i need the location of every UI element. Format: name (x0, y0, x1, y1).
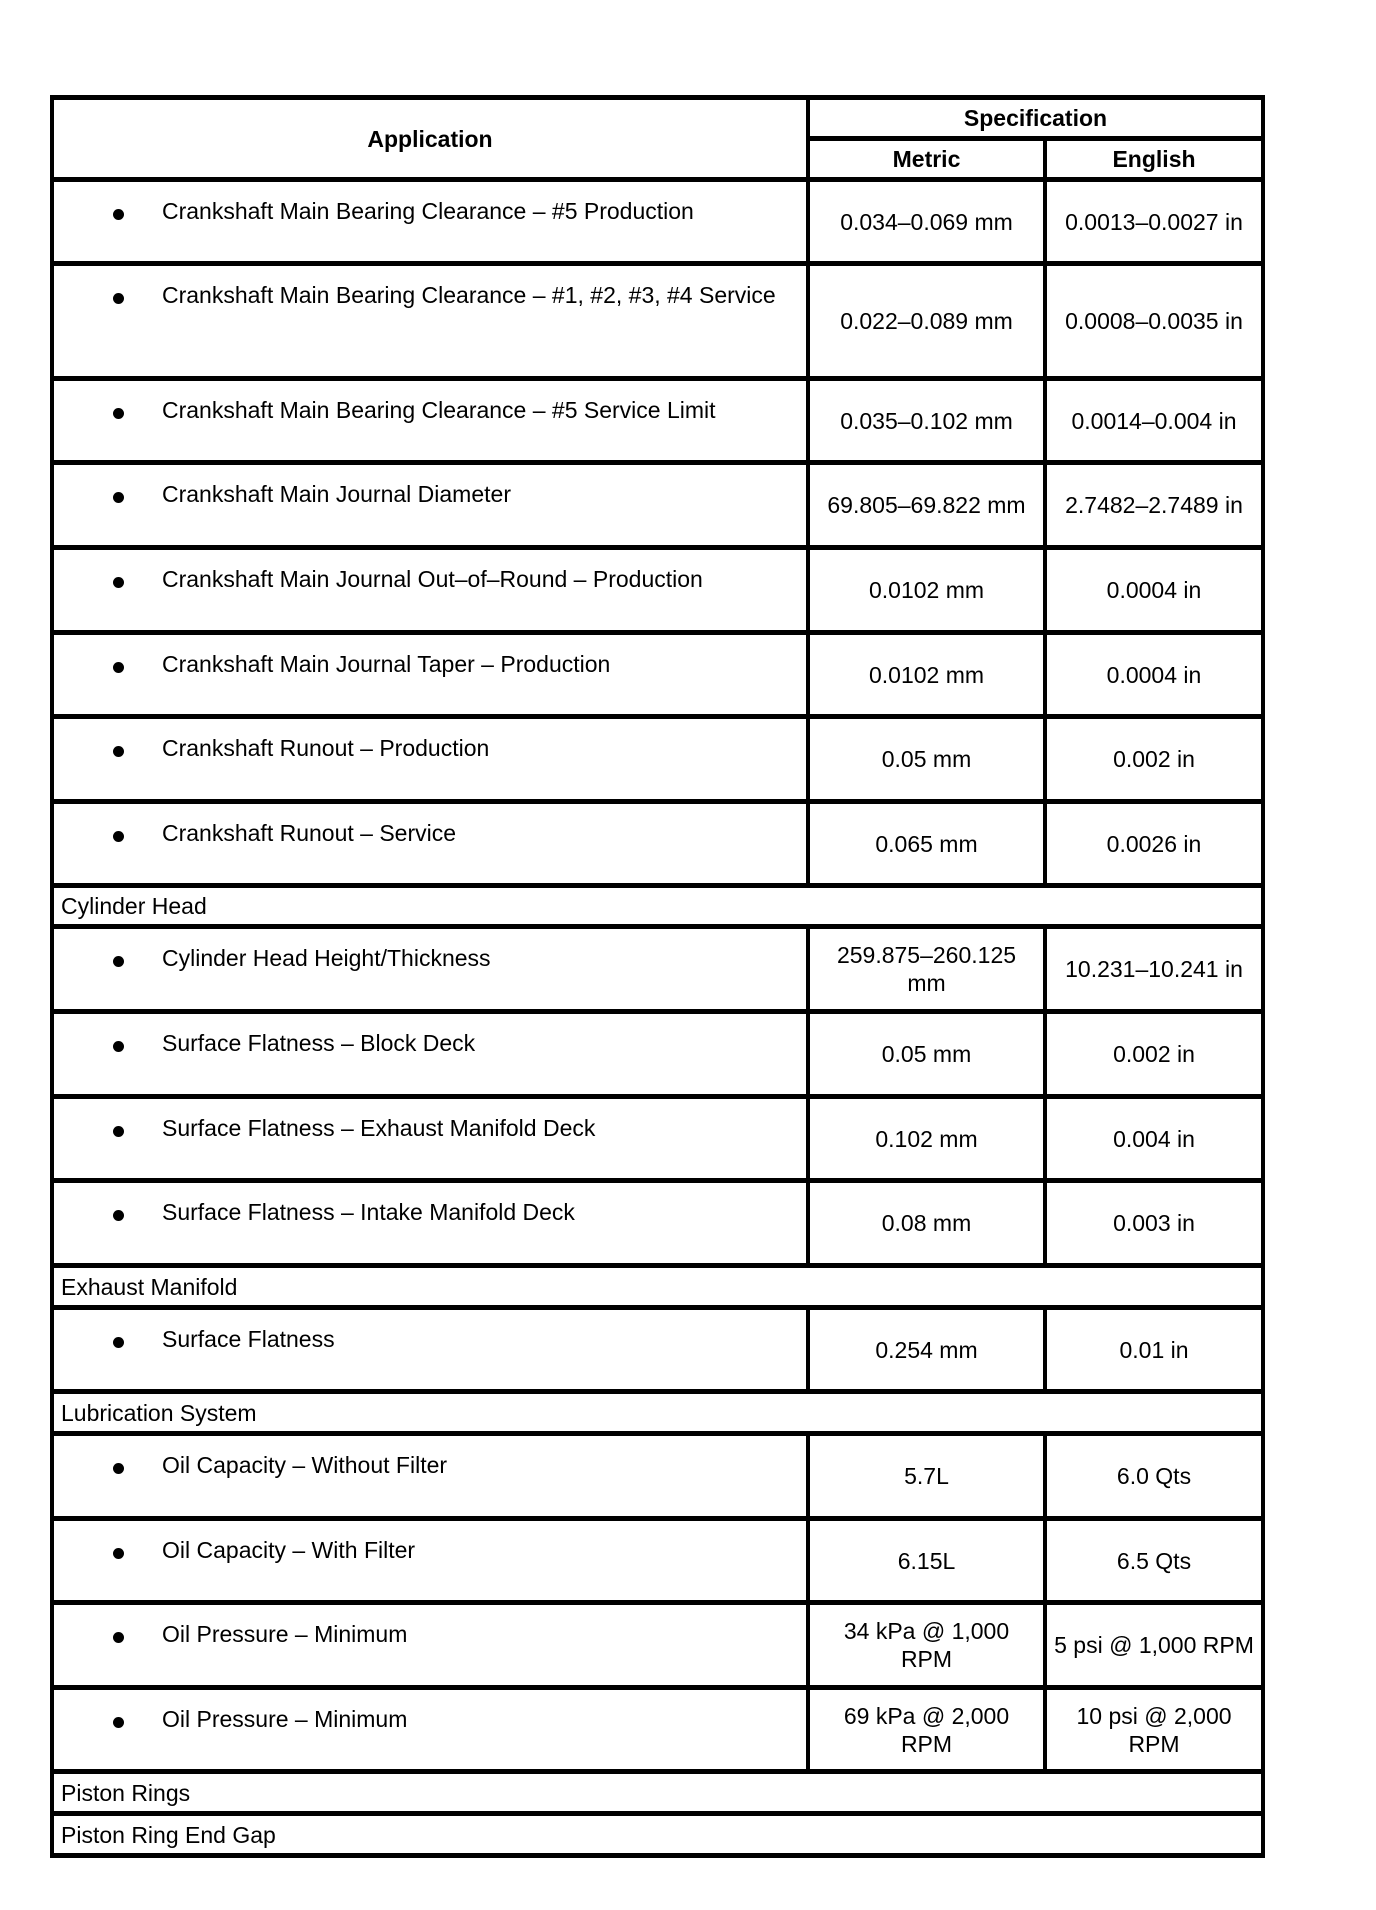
col-divider-app (806, 1014, 810, 1094)
col-divider-metric (1043, 550, 1047, 630)
table-row-application (54, 381, 806, 460)
application-text: Surface Flatness (162, 1326, 335, 1352)
english-value: 10.231–10.241 in (1065, 956, 1243, 982)
header-col-divider-app (806, 95, 810, 182)
col-divider-metric (1043, 266, 1047, 376)
metric-value-cell (810, 1521, 1043, 1600)
header-english (1047, 141, 1261, 177)
metric-value-cell (810, 1690, 1043, 1769)
table-row-application (54, 804, 806, 883)
english-value-cell (1047, 1183, 1261, 1263)
section-label: Lubrication System (61, 1399, 257, 1426)
table-row-application (54, 1183, 806, 1263)
row-border (50, 1811, 1265, 1816)
header-divider (806, 136, 1265, 141)
header-specification-label: Specification (963, 105, 1108, 131)
english-value-cell (1047, 381, 1261, 460)
bullet-icon (113, 1463, 124, 1474)
row-border (50, 1305, 1265, 1310)
english-value-cell (1047, 1690, 1261, 1769)
table-right-border (1261, 95, 1265, 1855)
english-value: 0.0004 in (1106, 577, 1202, 603)
metric-value-cell (810, 1605, 1043, 1685)
col-divider-metric (1043, 465, 1047, 545)
section-row (54, 1816, 1261, 1853)
col-divider-metric (1043, 719, 1047, 799)
english-value-cell (1047, 1605, 1261, 1685)
row-border (50, 714, 1265, 719)
row-border (50, 376, 1265, 381)
table-left-border (50, 95, 54, 1855)
header-col-divider-metric (1043, 136, 1047, 182)
application-text: Oil Pressure – Minimum (162, 1706, 408, 1732)
col-divider-app (806, 635, 810, 714)
section-label: Piston Rings (61, 1779, 191, 1806)
col-divider-app (806, 1690, 810, 1769)
row-border (50, 1769, 1265, 1774)
metric-value: 0.0102 mm (868, 577, 985, 603)
english-value-cell (1047, 1099, 1261, 1178)
application-text: Oil Capacity – Without Filter (162, 1452, 448, 1478)
metric-value: 0.0102 mm (868, 661, 985, 688)
metric-value: 69.805–69.822 mm (827, 492, 1026, 518)
metric-value: 0.034–0.069 mm (840, 208, 1013, 235)
header-specification (810, 100, 1261, 136)
application-text: Crankshaft Runout – Production (162, 735, 490, 761)
metric-value: 34 kPa @ 1,000 RPM (843, 1618, 1010, 1672)
metric-value-cell (810, 266, 1043, 376)
col-divider-metric (1043, 1310, 1047, 1389)
metric-value: 6.15L (897, 1547, 956, 1574)
metric-value: 0.08 mm (881, 1210, 972, 1236)
table-row-application (54, 182, 806, 261)
english-value-cell (1047, 804, 1261, 883)
application-text: Crankshaft Main Bearing Clearance – #5 Production (162, 198, 694, 224)
english-value-cell (1047, 635, 1261, 714)
section-label: Piston Ring End Gap (61, 1821, 276, 1848)
col-divider-metric (1043, 1436, 1047, 1516)
english-value: 2.7482–2.7489 in (1065, 492, 1243, 518)
application-text: Surface Flatness – Exhaust Manifold Deck (162, 1115, 596, 1141)
col-divider-metric (1043, 1690, 1047, 1769)
table-row-application (54, 1605, 806, 1685)
col-divider-app (806, 1310, 810, 1389)
metric-value: 0.065 mm (875, 830, 978, 857)
row-border (50, 460, 1265, 465)
header-english-label: English (1112, 146, 1196, 172)
col-divider-app (806, 266, 810, 376)
col-divider-app (806, 1099, 810, 1178)
metric-value-cell (810, 1310, 1043, 1389)
english-value: 0.0004 in (1106, 661, 1202, 688)
bullet-icon (113, 408, 124, 419)
english-value: 0.003 in (1113, 1210, 1195, 1236)
application-text: Surface Flatness – Block Deck (162, 1030, 476, 1056)
row-border (50, 1516, 1265, 1521)
english-value-cell (1047, 182, 1261, 261)
english-value: 0.002 in (1113, 1041, 1195, 1067)
application-text: Crankshaft Main Bearing Clearance – #1, #2, #3, #4 Service (162, 282, 776, 308)
english-value: 0.0026 in (1106, 830, 1202, 857)
metric-value: 259.875–260.125 mm (836, 942, 1017, 996)
section-label: Cylinder Head (61, 893, 207, 919)
metric-value-cell (810, 719, 1043, 799)
english-value-cell (1047, 1310, 1261, 1389)
section-row (54, 1268, 1261, 1305)
row-border (50, 630, 1265, 635)
table-row-application (54, 1521, 806, 1600)
row-border (50, 1263, 1265, 1268)
row-border (50, 1178, 1265, 1183)
row-border (50, 261, 1265, 266)
application-text: Crankshaft Runout – Service (162, 820, 457, 846)
application-text: Crankshaft Main Journal Diameter (162, 481, 511, 507)
english-value: 0.0008–0.0035 in (1065, 308, 1243, 334)
english-value: 0.002 in (1113, 746, 1195, 772)
row-border (50, 1094, 1265, 1099)
table-row-application (54, 1099, 806, 1178)
col-divider-app (806, 804, 810, 883)
metric-value-cell (810, 929, 1043, 1009)
metric-value-cell (810, 804, 1043, 883)
header-application-label: Application (367, 125, 493, 152)
application-text: Oil Pressure – Minimum (162, 1621, 408, 1647)
application-text: Crankshaft Main Bearing Clearance – #5 Service Limit (162, 397, 716, 423)
metric-value: 0.035–0.102 mm (840, 407, 1013, 434)
english-value: 5 psi @ 1,000 RPM (1054, 1632, 1254, 1658)
section-row (54, 888, 1261, 924)
english-value-cell (1047, 1521, 1261, 1600)
metric-value-cell (810, 381, 1043, 460)
col-divider-app (806, 381, 810, 460)
table-row-application (54, 1436, 806, 1516)
col-divider-app (806, 550, 810, 630)
bullet-icon (113, 492, 124, 503)
specification-table (50, 95, 1265, 1855)
col-divider-app (806, 1605, 810, 1685)
english-value-cell (1047, 465, 1261, 545)
metric-value-cell (810, 1436, 1043, 1516)
english-value-cell (1047, 266, 1261, 376)
metric-value-cell (810, 465, 1043, 545)
metric-value: 69 kPa @ 2,000 RPM (843, 1702, 1010, 1757)
header-bottom-border (50, 177, 1265, 182)
application-text: Surface Flatness – Intake Manifold Deck (162, 1199, 575, 1225)
row-border (50, 1600, 1265, 1605)
english-value-cell (1047, 550, 1261, 630)
metric-value-cell (810, 1183, 1043, 1263)
bullet-icon (113, 746, 124, 757)
metric-value-cell (810, 182, 1043, 261)
col-divider-app (806, 1521, 810, 1600)
bullet-icon (113, 1632, 124, 1643)
table-top-border (50, 95, 1265, 100)
col-divider-metric (1043, 1099, 1047, 1178)
section-row (54, 1774, 1261, 1811)
col-divider-metric (1043, 804, 1047, 883)
row-border (50, 883, 1265, 888)
row-border (50, 1009, 1265, 1014)
english-value: 0.01 in (1119, 1336, 1189, 1363)
row-border (50, 1389, 1265, 1394)
col-divider-metric (1043, 1605, 1047, 1685)
header-metric (810, 141, 1043, 177)
english-value: 6.0 Qts (1116, 1463, 1192, 1489)
col-divider-metric (1043, 381, 1047, 460)
english-value-cell (1047, 719, 1261, 799)
bullet-icon (113, 956, 124, 967)
english-value: 0.0014–0.004 in (1071, 407, 1237, 434)
application-text: Crankshaft Main Journal Taper – Production (162, 651, 611, 677)
bullet-icon (113, 1548, 124, 1559)
english-value: 10 psi @ 2,000 RPM (1076, 1702, 1232, 1757)
metric-value: 0.102 mm (875, 1125, 978, 1152)
table-row-application (54, 1014, 806, 1094)
table-row-application (54, 1690, 806, 1769)
bullet-icon (113, 831, 124, 842)
application-text: Cylinder Head Height/Thickness (162, 945, 491, 971)
table-row-application (54, 635, 806, 714)
english-value: 6.5 Qts (1116, 1547, 1192, 1574)
col-divider-metric (1043, 1183, 1047, 1263)
table-row-application (54, 1310, 806, 1389)
table-row-application (54, 550, 806, 630)
metric-value-cell (810, 1099, 1043, 1178)
metric-value: 0.022–0.089 mm (840, 308, 1013, 334)
header-application (54, 100, 806, 177)
table-row-application (54, 929, 806, 1009)
bullet-icon (113, 1717, 124, 1728)
metric-value-cell (810, 550, 1043, 630)
row-border (50, 1685, 1265, 1690)
col-divider-metric (1043, 182, 1047, 261)
bullet-icon (113, 1210, 124, 1221)
col-divider-metric (1043, 635, 1047, 714)
application-text: Oil Capacity – With Filter (162, 1537, 416, 1563)
metric-value: 0.05 mm (881, 746, 972, 772)
row-border (50, 924, 1265, 929)
english-value-cell (1047, 929, 1261, 1009)
metric-value: 0.05 mm (881, 1041, 972, 1067)
bullet-icon (113, 1041, 124, 1052)
col-divider-metric (1043, 929, 1047, 1009)
col-divider-app (806, 1436, 810, 1516)
bullet-icon (113, 1126, 124, 1137)
metric-value-cell (810, 1014, 1043, 1094)
bullet-icon (113, 1337, 124, 1348)
bullet-icon (113, 662, 124, 673)
english-value-cell (1047, 1014, 1261, 1094)
row-border (50, 1431, 1265, 1436)
section-label: Exhaust Manifold (61, 1273, 238, 1300)
table-row-application (54, 465, 806, 545)
col-divider-app (806, 719, 810, 799)
metric-value-cell (810, 635, 1043, 714)
english-value: 0.004 in (1113, 1125, 1195, 1152)
row-border (50, 545, 1265, 550)
bullet-icon (113, 577, 124, 588)
english-value-cell (1047, 1436, 1261, 1516)
col-divider-metric (1043, 1521, 1047, 1600)
header-metric-label: Metric (892, 146, 961, 172)
metric-value: 0.254 mm (875, 1336, 978, 1363)
col-divider-app (806, 929, 810, 1009)
metric-value: 5.7L (904, 1463, 949, 1489)
col-divider-app (806, 182, 810, 261)
english-value: 0.0013–0.0027 in (1065, 208, 1243, 235)
row-border (50, 799, 1265, 804)
row-border (50, 1853, 1265, 1858)
table-row-application (54, 266, 806, 376)
section-row (54, 1394, 1261, 1431)
table-row-application (54, 719, 806, 799)
bullet-icon (113, 293, 124, 304)
bullet-icon (113, 209, 124, 220)
col-divider-metric (1043, 1014, 1047, 1094)
col-divider-app (806, 1183, 810, 1263)
col-divider-app (806, 465, 810, 545)
application-text: Crankshaft Main Journal Out–of–Round – Production (162, 566, 703, 592)
